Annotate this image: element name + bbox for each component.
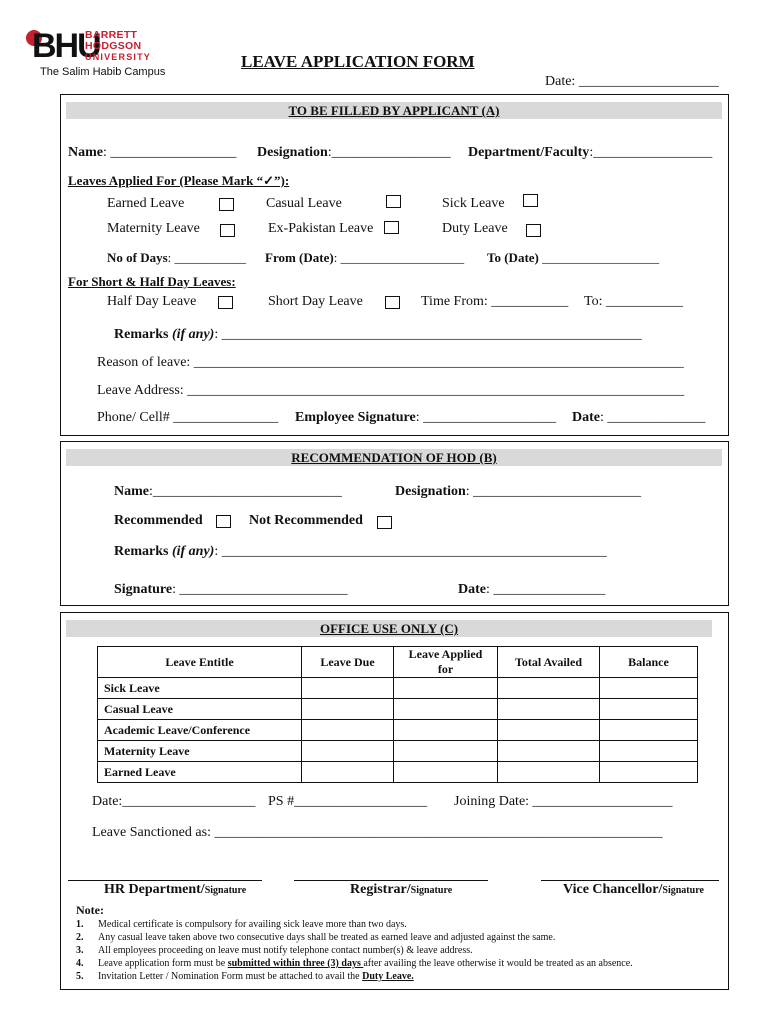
table-row [98, 678, 698, 699]
employee-signature-field[interactable]: Employee Signature: ___________________ [295, 410, 557, 425]
table-cell[interactable] [600, 741, 698, 762]
earned-leave-label: Earned Leave [107, 196, 185, 211]
table-header-row [98, 647, 698, 678]
table-cell[interactable] [394, 699, 498, 720]
university-logo [26, 27, 100, 66]
ex-pakistan-leave-checkbox[interactable] [384, 221, 399, 234]
table-cell[interactable] [498, 678, 600, 699]
logo-name-line3: UNIVERSITY [85, 52, 152, 62]
earned-leave-checkbox[interactable] [219, 198, 234, 211]
column-header: Leave Applied for [394, 647, 498, 678]
hod-designation-field[interactable]: Designation: ________________________ [395, 484, 642, 499]
joining-date-field[interactable]: Joining Date: ____________________ [454, 794, 673, 809]
column-header: Total Availed [498, 647, 600, 678]
note-heading: Note: [76, 903, 104, 917]
registrar-signature-label: Registrar/Signature [350, 882, 453, 897]
to-date-field[interactable]: To (Date) __________________ [487, 250, 660, 265]
ex-pakistan-leave-label: Ex-Pakistan Leave [268, 221, 374, 236]
hr-signature-label: HR Department/Signature [104, 882, 247, 897]
duty-leave-label: Duty Leave [442, 221, 508, 236]
office-date-field[interactable]: Date:___________________ [92, 794, 256, 809]
table-cell[interactable] [600, 762, 698, 783]
duty-leave-checkbox[interactable] [526, 224, 541, 237]
table-cell[interactable] [394, 720, 498, 741]
table-cell[interactable] [498, 720, 600, 741]
short-day-leave-label: Short Day Leave [268, 294, 363, 309]
not-recommended-label: Not Recommended [249, 513, 363, 528]
table-cell[interactable] [498, 741, 600, 762]
table-cell[interactable] [394, 678, 498, 699]
short-day-leave-checkbox[interactable] [385, 296, 400, 309]
half-day-leave-checkbox[interactable] [218, 296, 233, 309]
column-header: Leave Due [302, 647, 394, 678]
no-of-days-field[interactable]: No of Days: ___________ [107, 250, 247, 265]
logo-name-line2: HODGSON [85, 40, 142, 52]
table-row [98, 699, 698, 720]
registrar-signature-line[interactable] [294, 880, 488, 881]
note-item: 2. Any casual leave taken above two consecutive days shall be treated as earned leave and adjusted against the same. [76, 932, 556, 943]
recommended-label: Recommended [114, 513, 203, 528]
hod-name-field[interactable]: Name:___________________________ [114, 484, 342, 499]
table-cell[interactable] [302, 678, 394, 699]
note-item: 4. Leave application form must be submitted within three (3) days after availing the leave otherwise it would be treated as an absence. [76, 958, 633, 969]
from-date-field[interactable]: From (Date): ___________________ [265, 250, 465, 265]
applicant-date-field[interactable]: Date: ______________ [572, 410, 706, 425]
table-cell[interactable] [498, 699, 600, 720]
leave-sanctioned-field[interactable]: Leave Sanctioned as: ________________________________________________________________ [92, 825, 663, 840]
logo-name-line1: BARRETT [85, 29, 138, 41]
table-cell[interactable] [302, 762, 394, 783]
short-half-day-label: For Short & Half Day Leaves: [68, 274, 236, 289]
table-cell[interactable] [600, 699, 698, 720]
applicant-name-field[interactable]: Name: __________________ [68, 145, 237, 160]
table-cell[interactable] [302, 699, 394, 720]
casual-leave-checkbox[interactable] [386, 195, 401, 208]
note-item: 1. Medical certificate is compulsory for availing sick leave more than two days. [76, 919, 407, 930]
row-label: Academic Leave/Conference [98, 720, 302, 741]
table-row [98, 720, 698, 741]
note-item: 5. Invitation Letter / Nomination Form must be attached to avail the Duty Leave. [76, 971, 414, 982]
time-to-field[interactable]: To: ___________ [584, 294, 683, 309]
leaves-applied-label: Leaves Applied For (Please Mark “✓”): [68, 173, 290, 188]
column-header: Leave Entitle [98, 647, 302, 678]
row-label: Casual Leave [98, 699, 302, 720]
not-recommended-checkbox[interactable] [377, 516, 392, 529]
leave-address-field[interactable]: Leave Address: _______________________________________________________________________ [97, 383, 685, 398]
hod-signature-field[interactable]: Signature: ________________________ [114, 582, 348, 597]
vc-signature-label: Vice Chancellor/Signature [563, 882, 704, 897]
applicant-designation-field[interactable]: Designation:_________________ [257, 145, 451, 160]
table-row [98, 741, 698, 762]
hod-date-field[interactable]: Date: ________________ [458, 582, 606, 597]
hr-signature-line[interactable] [68, 880, 262, 881]
table-cell[interactable] [600, 678, 698, 699]
form-title: LEAVE APPLICATION FORM [241, 52, 475, 71]
table-cell[interactable] [302, 741, 394, 762]
form-date-field[interactable]: Date: ____________________ [545, 74, 719, 89]
row-label: Sick Leave [98, 678, 302, 699]
table-cell[interactable] [498, 762, 600, 783]
campus-name: The Salim Habib Campus [40, 66, 166, 78]
table-cell[interactable] [600, 720, 698, 741]
maternity-leave-label: Maternity Leave [107, 221, 200, 236]
table-cell[interactable] [302, 720, 394, 741]
time-from-field[interactable]: Time From: ___________ [421, 294, 569, 309]
section-a-header: TO BE FILLED BY APPLICANT (A) [66, 102, 722, 119]
casual-leave-label: Casual Leave [266, 196, 342, 211]
applicant-department-field[interactable]: Department/Faculty:_________________ [468, 145, 713, 160]
phone-cell-field[interactable]: Phone/ Cell# _______________ [97, 410, 279, 425]
hod-remarks-field[interactable]: Remarks (if any): _______________________________________________________ [114, 544, 607, 559]
note-item: 3. All employees proceeding on leave must notify telephone contact number(s) & leave address. [76, 945, 473, 956]
reason-of-leave-field[interactable]: Reason of leave: ______________________________________________________________________ [97, 355, 684, 370]
table-row [98, 762, 698, 783]
recommended-checkbox[interactable] [216, 515, 231, 528]
leave-balance-table [97, 646, 698, 783]
table-cell[interactable] [394, 762, 498, 783]
ps-number-field[interactable]: PS #___________________ [268, 794, 428, 809]
section-b-header: RECOMMENDATION OF HOD (B) [66, 449, 722, 466]
logo-letters: BHU [32, 27, 100, 65]
table-cell[interactable] [394, 741, 498, 762]
applicant-remarks-field[interactable]: Remarks (if any): ____________________________________________________________ [114, 327, 642, 342]
sick-leave-label: Sick Leave [442, 196, 505, 211]
column-header: Balance [600, 647, 698, 678]
vc-signature-line[interactable] [541, 880, 719, 881]
section-c-header: OFFICE USE ONLY (C) [66, 620, 712, 637]
row-label: Maternity Leave [98, 741, 302, 762]
maternity-leave-checkbox[interactable] [220, 224, 235, 237]
half-day-leave-label: Half Day Leave [107, 294, 197, 309]
row-label: Earned Leave [98, 762, 302, 783]
sick-leave-checkbox[interactable] [523, 194, 538, 207]
